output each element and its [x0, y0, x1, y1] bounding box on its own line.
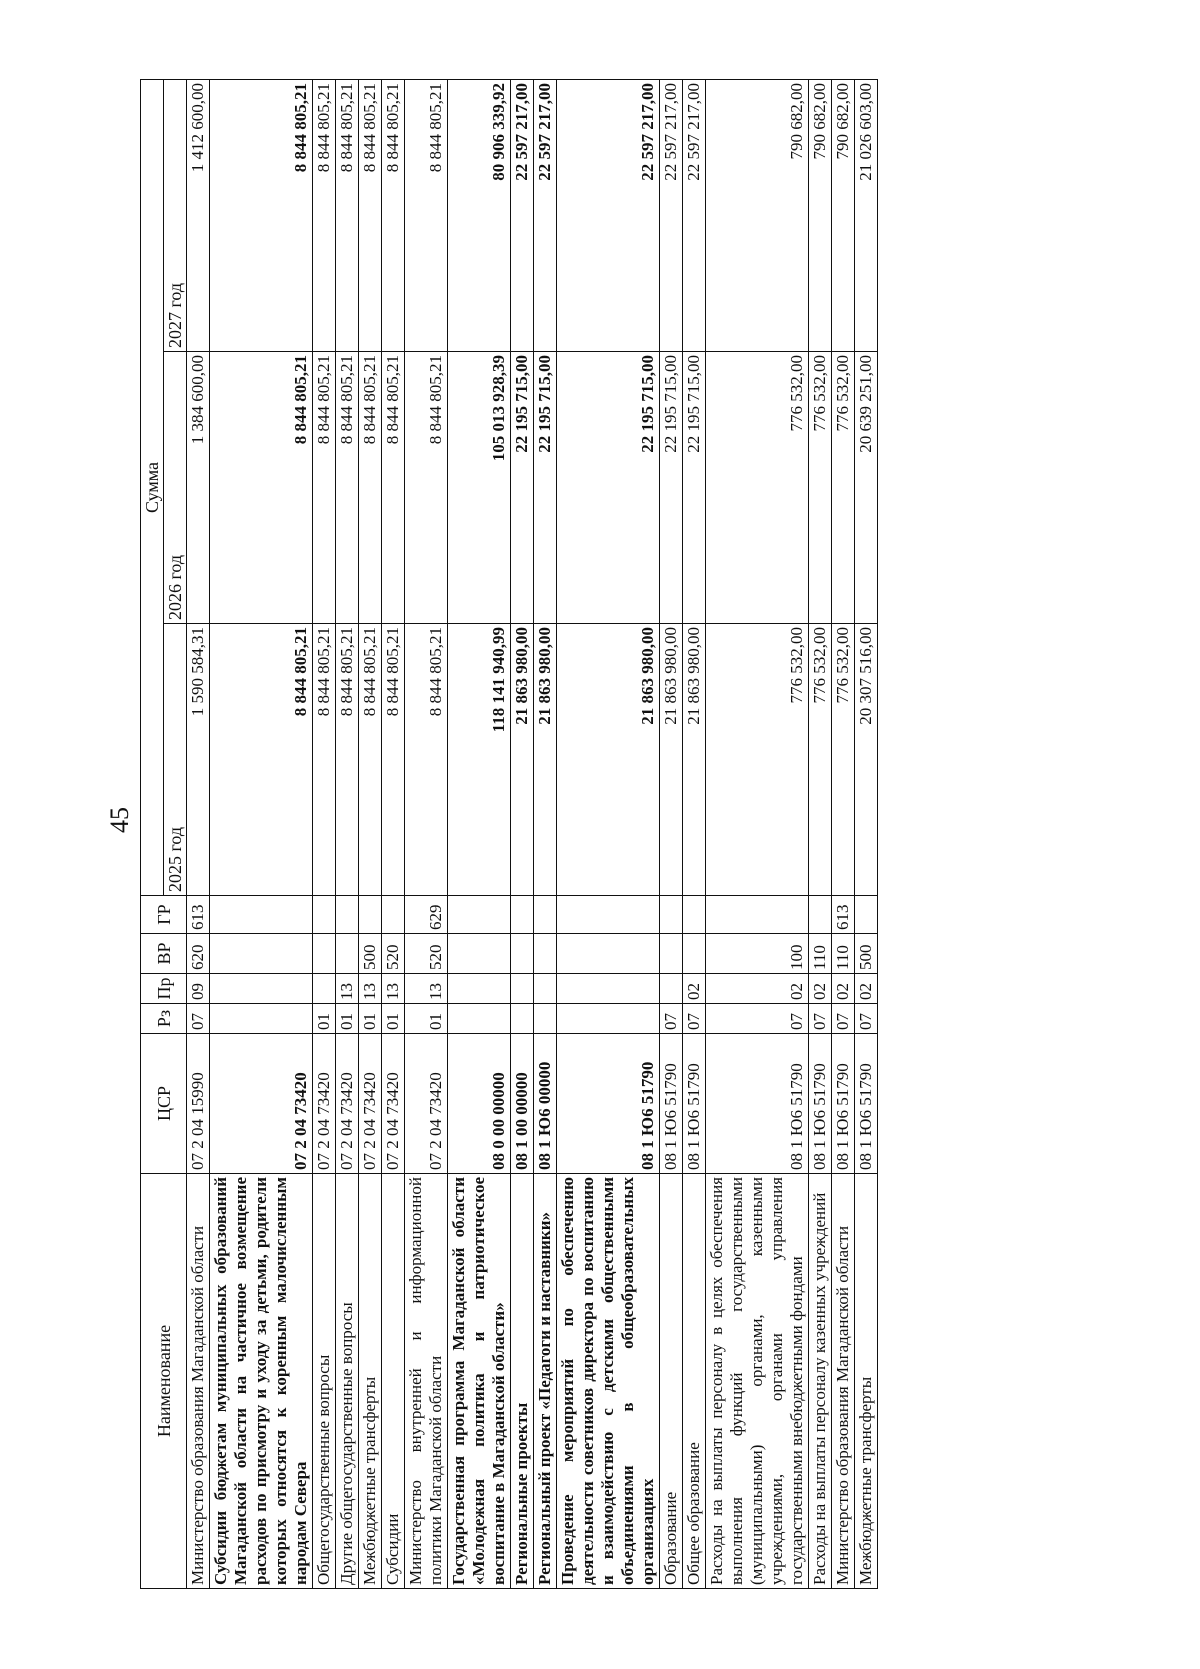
- row-name: Расходы на выплаты персоналу в целях обеспечения выполнения функций государственными (муниципальными) органами, казенными учреждениями, органами управления государственными внебюджетными фондами: [706, 1174, 809, 1589]
- row-sum-2027: 790 682,00: [832, 79, 855, 351]
- header-gr: ГР: [141, 896, 187, 934]
- row-pr: [511, 974, 534, 1004]
- row-vr: 500: [359, 934, 382, 974]
- row-csr: 08 0 00 00000: [448, 1034, 511, 1174]
- row-sum-2026: 22 195 715,00: [534, 352, 557, 624]
- budget-table-sheet: [140, 80, 1060, 1589]
- row-pr: [534, 974, 557, 1004]
- row-name: Министерство внутренней и информационной политики Магаданской области: [405, 1174, 448, 1589]
- row-rz: 07: [660, 1004, 683, 1034]
- row-vr: 620: [187, 934, 210, 974]
- row-csr: 08 1 Ю6 00000: [534, 1034, 557, 1174]
- row-gr: [683, 896, 706, 934]
- row-name: Министерство образования Магаданской области: [187, 1174, 210, 1589]
- table-row: [405, 79, 448, 1588]
- row-sum-2025: 21 863 980,00: [683, 624, 706, 896]
- row-vr: 520: [382, 934, 405, 974]
- row-vr: [683, 934, 706, 974]
- row-sum-2026: 8 844 805,21: [313, 352, 336, 624]
- row-name: Проведение мероприятий по обеспечению деятельности советников директора по воспитанию и взаимодействию с детскими общественными объединениями в общеобразовательных организациях: [557, 1174, 660, 1589]
- row-sum-2026: 8 844 805,21: [336, 352, 359, 624]
- row-gr: [210, 896, 313, 934]
- row-rz: 07: [832, 1004, 855, 1034]
- row-vr: [660, 934, 683, 974]
- row-vr: [210, 934, 313, 974]
- table-body: [187, 79, 878, 1588]
- table-row: [534, 79, 557, 1588]
- row-vr: 520: [405, 934, 448, 974]
- row-rz: [557, 1004, 660, 1034]
- row-gr: [534, 896, 557, 934]
- row-sum-2025: 21 863 980,00: [511, 624, 534, 896]
- row-pr: 09: [187, 974, 210, 1004]
- row-pr: 02: [809, 974, 832, 1004]
- row-sum-2026: 22 195 715,00: [660, 352, 683, 624]
- table-row: [832, 79, 855, 1588]
- row-sum-2026: 776 532,00: [706, 352, 809, 624]
- row-pr: 02: [683, 974, 706, 1004]
- table-row: [382, 79, 405, 1588]
- row-vr: 110: [809, 934, 832, 974]
- row-pr: 02: [832, 974, 855, 1004]
- table-row: [448, 79, 511, 1588]
- row-gr: [359, 896, 382, 934]
- row-vr: 110: [832, 934, 855, 974]
- row-sum-2027: 22 597 217,00: [557, 79, 660, 351]
- header-name: Наименование: [141, 1174, 187, 1589]
- header-rz: Рз: [141, 1004, 187, 1034]
- row-gr: [706, 896, 809, 934]
- row-sum-2026: 20 639 251,00: [855, 352, 878, 624]
- row-sum-2026: 8 844 805,21: [210, 352, 313, 624]
- page-number: 45: [105, 807, 134, 833]
- row-rz: 07: [809, 1004, 832, 1034]
- header-year-2025: 2025 год: [164, 624, 187, 896]
- row-vr: 100: [706, 934, 809, 974]
- table-row: [336, 79, 359, 1588]
- table-row: [187, 79, 210, 1588]
- row-sum-2026: 105 013 928,39: [448, 352, 511, 624]
- header-year-2027: 2027 год: [164, 79, 187, 351]
- row-gr: 613: [187, 896, 210, 934]
- row-rz: [448, 1004, 511, 1034]
- row-sum-2027: 22 597 217,00: [660, 79, 683, 351]
- row-vr: [313, 934, 336, 974]
- header-pr: Пр: [141, 974, 187, 1004]
- row-csr: 07 2 04 73420: [359, 1034, 382, 1174]
- row-sum-2026: 22 195 715,00: [557, 352, 660, 624]
- row-csr: 07 2 04 15990: [187, 1034, 210, 1174]
- row-pr: [210, 974, 313, 1004]
- row-name: Межбюджетные трансферты: [855, 1174, 878, 1589]
- table-row: [683, 79, 706, 1588]
- row-sum-2027: 22 597 217,00: [511, 79, 534, 351]
- row-rz: 01: [336, 1004, 359, 1034]
- header-year-2026: 2026 год: [164, 352, 187, 624]
- row-name: Образование: [660, 1174, 683, 1589]
- row-sum-2026: 776 532,00: [809, 352, 832, 624]
- row-sum-2025: 776 532,00: [809, 624, 832, 896]
- row-csr: 08 1 Ю6 51790: [706, 1034, 809, 1174]
- table-row: [210, 79, 313, 1588]
- row-vr: [534, 934, 557, 974]
- row-gr: [511, 896, 534, 934]
- row-rz: 07: [683, 1004, 706, 1034]
- row-name: Межбюджетные трансферты: [359, 1174, 382, 1589]
- table-row: [809, 79, 832, 1588]
- row-pr: [557, 974, 660, 1004]
- row-pr: 13: [382, 974, 405, 1004]
- row-sum-2026: 1 384 600,00: [187, 352, 210, 624]
- row-vr: [448, 934, 511, 974]
- row-pr: [313, 974, 336, 1004]
- row-pr: 13: [405, 974, 448, 1004]
- row-vr: [336, 934, 359, 974]
- header-sum: Сумма: [141, 79, 164, 895]
- row-gr: [313, 896, 336, 934]
- row-sum-2026: 8 844 805,21: [359, 352, 382, 624]
- table-row: [313, 79, 336, 1588]
- row-csr: 08 1 Ю6 51790: [557, 1034, 660, 1174]
- row-sum-2025: 21 863 980,00: [534, 624, 557, 896]
- row-sum-2025: 8 844 805,21: [405, 624, 448, 896]
- table-row: [855, 79, 878, 1588]
- row-gr: [448, 896, 511, 934]
- row-sum-2025: 776 532,00: [706, 624, 809, 896]
- row-rz: 07: [706, 1004, 809, 1034]
- row-name: Региональный проект «Педагоги и наставники»: [534, 1174, 557, 1589]
- row-csr: 08 1 00 00000: [511, 1034, 534, 1174]
- row-pr: 13: [359, 974, 382, 1004]
- row-sum-2027: 790 682,00: [809, 79, 832, 351]
- header-vr: ВР: [141, 934, 187, 974]
- table-row: [660, 79, 683, 1588]
- row-name: Министерство образования Магаданской области: [832, 1174, 855, 1589]
- row-sum-2026: 8 844 805,21: [382, 352, 405, 624]
- row-sum-2027: 21 026 603,00: [855, 79, 878, 351]
- row-vr: 500: [855, 934, 878, 974]
- row-sum-2026: 776 532,00: [832, 352, 855, 624]
- row-csr: 08 1 Ю6 51790: [855, 1034, 878, 1174]
- row-sum-2027: 1 412 600,00: [187, 79, 210, 351]
- budget-table: [140, 79, 878, 1589]
- row-sum-2025: 8 844 805,21: [313, 624, 336, 896]
- row-sum-2027: 8 844 805,21: [336, 79, 359, 351]
- header-csr: ЦСР: [141, 1034, 187, 1174]
- row-rz: [511, 1004, 534, 1034]
- row-name: Государственная программа Магаданской области «Молодежная политика и патриотическое воспитание в Магаданской области»: [448, 1174, 511, 1589]
- row-rz: 01: [313, 1004, 336, 1034]
- row-gr: 629: [405, 896, 448, 934]
- row-name: Субсидии бюджетам муниципальных образований Магаданской области на частичное возмещение расходов по присмотру и уходу за детьми, родители которых относятся к коренным малочисленным народам Севера: [210, 1174, 313, 1589]
- row-sum-2027: 8 844 805,21: [405, 79, 448, 351]
- row-rz: 07: [855, 1004, 878, 1034]
- row-rz: 01: [359, 1004, 382, 1034]
- row-csr: 08 1 Ю6 51790: [809, 1034, 832, 1174]
- row-sum-2026: 8 844 805,21: [405, 352, 448, 624]
- row-sum-2025: 8 844 805,21: [336, 624, 359, 896]
- row-sum-2027: 790 682,00: [706, 79, 809, 351]
- row-name: Расходы на выплаты персоналу казенных учреждений: [809, 1174, 832, 1589]
- row-csr: 07 2 04 73420: [313, 1034, 336, 1174]
- row-csr: 07 2 04 73420: [336, 1034, 359, 1174]
- table-row: [557, 79, 660, 1588]
- row-pr: [660, 974, 683, 1004]
- row-csr: 07 2 04 73420: [382, 1034, 405, 1174]
- row-sum-2027: 8 844 805,21: [210, 79, 313, 351]
- row-csr: 07 2 04 73420: [405, 1034, 448, 1174]
- row-pr: 02: [706, 974, 809, 1004]
- row-gr: 613: [832, 896, 855, 934]
- row-rz: 07: [187, 1004, 210, 1034]
- row-sum-2025: 1 590 584,31: [187, 624, 210, 896]
- row-sum-2025: 776 532,00: [832, 624, 855, 896]
- row-csr: 08 1 Ю6 51790: [683, 1034, 706, 1174]
- table-header-row: [141, 79, 164, 1588]
- row-rz: 01: [405, 1004, 448, 1034]
- row-sum-2025: 8 844 805,21: [382, 624, 405, 896]
- row-rz: [534, 1004, 557, 1034]
- row-sum-2027: 8 844 805,21: [313, 79, 336, 351]
- row-gr: [809, 896, 832, 934]
- table-row: [511, 79, 534, 1588]
- row-pr: 02: [855, 974, 878, 1004]
- row-sum-2027: 22 597 217,00: [534, 79, 557, 351]
- row-name: Региональные проекты: [511, 1174, 534, 1589]
- row-sum-2025: 118 141 940,99: [448, 624, 511, 896]
- row-sum-2026: 22 195 715,00: [683, 352, 706, 624]
- row-sum-2027: 80 906 339,92: [448, 79, 511, 351]
- row-gr: [382, 896, 405, 934]
- row-pr: 13: [336, 974, 359, 1004]
- row-name: Другие общегосударственные вопросы: [336, 1174, 359, 1589]
- row-csr: 08 1 Ю6 51790: [832, 1034, 855, 1174]
- row-sum-2025: 20 307 516,00: [855, 624, 878, 896]
- row-sum-2025: 8 844 805,21: [359, 624, 382, 896]
- row-sum-2027: 22 597 217,00: [683, 79, 706, 351]
- table-row: [359, 79, 382, 1588]
- row-vr: [557, 934, 660, 974]
- row-sum-2025: 8 844 805,21: [210, 624, 313, 896]
- row-name: Субсидии: [382, 1174, 405, 1589]
- row-pr: [448, 974, 511, 1004]
- row-sum-2026: 22 195 715,00: [511, 352, 534, 624]
- row-gr: [557, 896, 660, 934]
- row-gr: [855, 896, 878, 934]
- row-sum-2027: 8 844 805,21: [382, 79, 405, 351]
- row-csr: 07 2 04 73420: [210, 1034, 313, 1174]
- row-name: Общегосударственные вопросы: [313, 1174, 336, 1589]
- table-row: [706, 79, 809, 1588]
- row-vr: [511, 934, 534, 974]
- row-rz: 01: [382, 1004, 405, 1034]
- row-rz: [210, 1004, 313, 1034]
- row-gr: [336, 896, 359, 934]
- row-sum-2025: 21 863 980,00: [660, 624, 683, 896]
- row-sum-2027: 8 844 805,21: [359, 79, 382, 351]
- row-sum-2025: 21 863 980,00: [557, 624, 660, 896]
- row-gr: [660, 896, 683, 934]
- row-csr: 08 1 Ю6 51790: [660, 1034, 683, 1174]
- row-name: Общее образование: [683, 1174, 706, 1589]
